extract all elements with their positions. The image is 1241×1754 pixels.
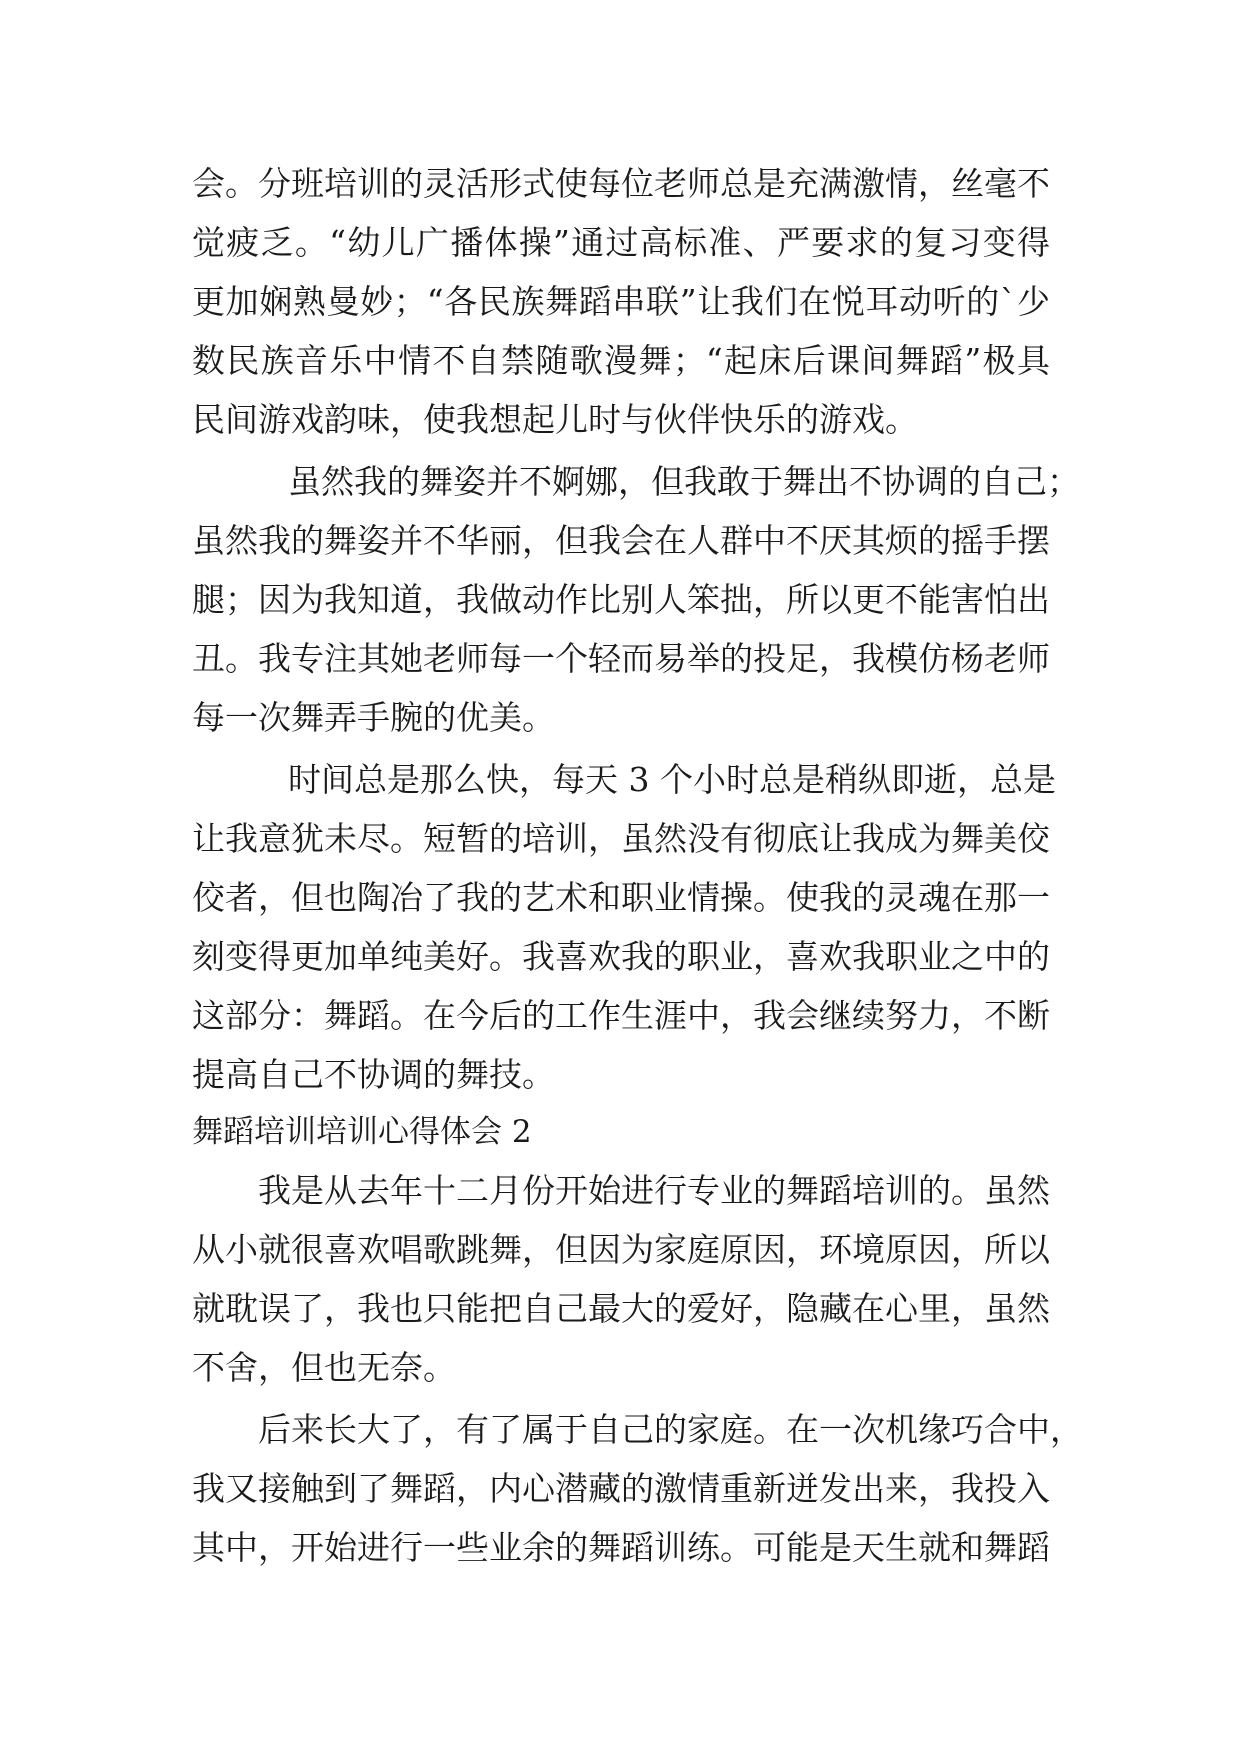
- paragraph-3-line-5: 这部分：舞蹈。在今后的工作生涯中，我会继续努力，不断: [192, 996, 1050, 1035]
- paragraph-2-line-1: 虽然我的舞姿并不婀娜，但我敢于舞出不协调的自己；: [288, 462, 1080, 501]
- paragraph-3-line-2: 让我意犹未尽。短暂的培训，虽然没有彻底让我成为舞美佼: [192, 819, 1050, 858]
- paragraph-1-line-3: 更加娴熟曼妙；“各民族舞蹈串联”让我们在悦耳动听的`少: [192, 282, 1050, 321]
- paragraph-3-line-1: 时间总是那么快，每天 3 个小时总是稍纵即逝，总是: [288, 760, 1056, 799]
- paragraph-4-line-4: 不舍，但也无奈。: [192, 1348, 456, 1387]
- paragraph-1-line-1: 会。分班培训的灵活形式使每位老师总是充满激情，丝毫不: [192, 164, 1050, 203]
- paragraph-3-line-6: 提高自己不协调的舞技。: [192, 1055, 555, 1094]
- paragraph-2-line-4: 丑。我专注其她老师每一个轻而易举的投足，我模仿杨老师: [192, 639, 1050, 678]
- section-heading: 舞蹈培训培训心得体会 2: [192, 1114, 532, 1150]
- paragraph-4-line-2: 从小就很喜欢唱歌跳舞，但因为家庭原因，环境原因，所以: [192, 1230, 1050, 1269]
- paragraph-2-line-3: 腿；因为我知道，我做动作比别人笨拙，所以更不能害怕出: [192, 580, 1050, 619]
- paragraph-4-line-3: 就耽误了，我也只能把自己最大的爱好，隐藏在心里，虽然: [192, 1289, 1050, 1328]
- paragraph-5-line-2: 我又接触到了舞蹈，内心潜藏的激情重新迸发出来，我投入: [192, 1469, 1050, 1508]
- paragraph-1-line-5: 民间游戏韵味，使我想起儿时与伙伴快乐的游戏。: [192, 400, 918, 439]
- paragraph-5-line-1: 后来长大了，有了属于自己的家庭。在一次机缘巧合中，: [258, 1410, 1083, 1449]
- paragraph-1-line-4: 数民族音乐中情不自禁随歌漫舞；“起床后课间舞蹈”极具: [192, 341, 1050, 380]
- paragraph-3-line-3: 佼者，但也陶冶了我的艺术和职业情操。使我的灵魂在那一: [192, 878, 1050, 917]
- paragraph-2-line-5: 每一次舞弄手腕的优美。: [192, 698, 555, 737]
- paragraph-1-line-2: 觉疲乏。“幼儿广播体操”通过高标准、严要求的复习变得: [192, 223, 1050, 262]
- paragraph-3-line-4: 刻变得更加单纯美好。我喜欢我的职业，喜欢我职业之中的: [192, 937, 1050, 976]
- paragraph-4-line-1: 我是从去年十二月份开始进行专业的舞蹈培训的。虽然: [258, 1171, 1050, 1210]
- paragraph-2-line-2: 虽然我的舞姿并不华丽，但我会在人群中不厌其烦的摇手摆: [192, 521, 1050, 560]
- paragraph-5-line-3: 其中，开始进行一些业余的舞蹈训练。可能是天生就和舞蹈: [192, 1528, 1050, 1567]
